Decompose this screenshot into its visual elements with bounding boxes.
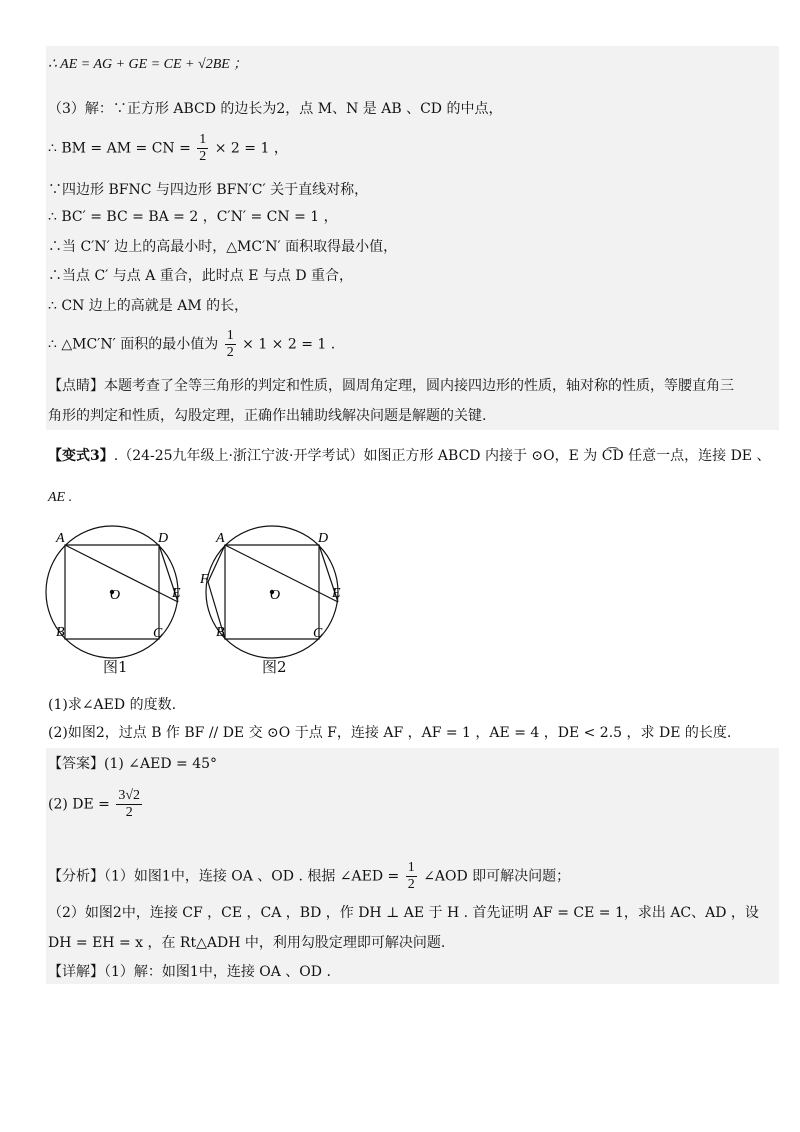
label-o: O xyxy=(110,588,121,603)
text-line: 角形的判定和性质，勾股定理，正确作出辅助线解决问题是解题的关键. xyxy=(48,408,487,424)
text-span: 【分析】（1）如图1中，连接 OA 、OD . 根据 ∠AED = xyxy=(48,868,400,885)
analysis-line xyxy=(48,860,570,893)
fraction xyxy=(197,132,208,165)
text-line: 【点睛】本题考查了全等三角形的判定和性质，圆周角定理，圆内接四边形的性质，轴对称的性质，等腰直角三 xyxy=(48,378,734,394)
detail-line: 【详解】（1）解：如图1中，连接 OA 、OD . xyxy=(48,964,331,980)
text-line xyxy=(48,328,335,361)
text-line: ∴ CN 边上的高就是 AM 的长， xyxy=(48,298,249,314)
label-b: B xyxy=(56,625,65,640)
analysis-line: DH = EH = x ，在 Rt△ADH 中，利用勾股定理即可解决问题. xyxy=(48,935,446,951)
analysis-line: （2）如图2中，连接 CF ，CE ，CA ，BD ，作 DH ⊥ AE 于 H . 首先证明 AF = CE = 1，求出 AC、AD ，设 xyxy=(48,905,759,921)
text-span: .（24-25九年级上·浙江宁波·开学考试）如图正方形 ABCD 内接于 ⊙O，E 为 C͡D 任意一点，连接 DE 、 xyxy=(113,448,771,464)
label-c: C xyxy=(313,626,323,641)
text-line: ∵四边形 BFNC 与四边形 BFN′C′ 关于直线对称， xyxy=(48,182,369,198)
text-line: ∴当点 C′ 与点 A 重合，此时点 E 与点 D 重合， xyxy=(48,268,354,284)
variant-label: 【变式3】 xyxy=(48,448,114,464)
figure-2-caption: 图2 xyxy=(262,658,287,676)
fraction-num: 1 xyxy=(407,860,415,875)
fraction-den: 2 xyxy=(226,345,234,360)
label-f: F xyxy=(200,572,209,587)
text-line xyxy=(48,132,288,165)
fraction-den: 2 xyxy=(199,149,207,164)
text-line: ∴ BC′ = BC = BA = 2 ，C′N′ = CN = 1 ， xyxy=(48,209,338,225)
label-b: B xyxy=(216,625,225,640)
text-span: × 1 × 2 = 1 . xyxy=(242,336,336,353)
fraction-den: 2 xyxy=(407,877,415,892)
text-span: (2) DE = xyxy=(48,796,110,813)
fraction-num: 3√2 xyxy=(118,788,141,803)
text-line: AE . xyxy=(48,490,73,505)
text-line xyxy=(48,446,770,466)
answer-line xyxy=(48,788,144,821)
label-c: C xyxy=(153,626,163,641)
label-a: A xyxy=(216,531,225,546)
label-a: A xyxy=(56,531,65,546)
text-line: ∴ AE = AG + GE = CE + √2BE ； xyxy=(48,57,248,72)
fraction xyxy=(225,328,236,361)
text-span: ∴ △MC′N′ 面积的最小值为 xyxy=(48,336,219,353)
label-d: D xyxy=(318,531,329,546)
text-line: ∴当 C′N′ 边上的高最小时，△MC′N′ 面积取得最小值， xyxy=(48,239,398,255)
fraction xyxy=(116,788,142,821)
figure-1-caption: 图1 xyxy=(103,658,128,676)
fraction xyxy=(406,860,417,893)
answer-line: 【答案】(1) ∠AED = 45° xyxy=(48,756,218,772)
fraction-num: 1 xyxy=(226,328,234,343)
fraction-den: 2 xyxy=(125,805,133,820)
fraction-num: 1 xyxy=(199,132,207,147)
question-1: (1)求∠AED 的度数. xyxy=(48,697,177,713)
label-e: E xyxy=(172,586,181,601)
question-2: (2)如图2，过点 B 作 BF // DE 交 ⊙O 于点 F，连接 AF ，AF = 1 ，AE = 4 ，DE < 2.5 ，求 DE 的长度. xyxy=(48,725,732,741)
label-o: O xyxy=(270,588,281,603)
label-d: D xyxy=(158,531,169,546)
label-e: E xyxy=(332,586,341,601)
text-span: × 2 = 1 ， xyxy=(214,140,288,157)
text-span: ∴ BM = AM = CN = xyxy=(48,140,191,157)
text-line: （3）解：∵正方形 ABCD 的边长为2，点 M、N 是 AB 、CD 的中点， xyxy=(48,101,503,117)
text-span: ∠AOD 即可解决问题； xyxy=(423,868,571,885)
